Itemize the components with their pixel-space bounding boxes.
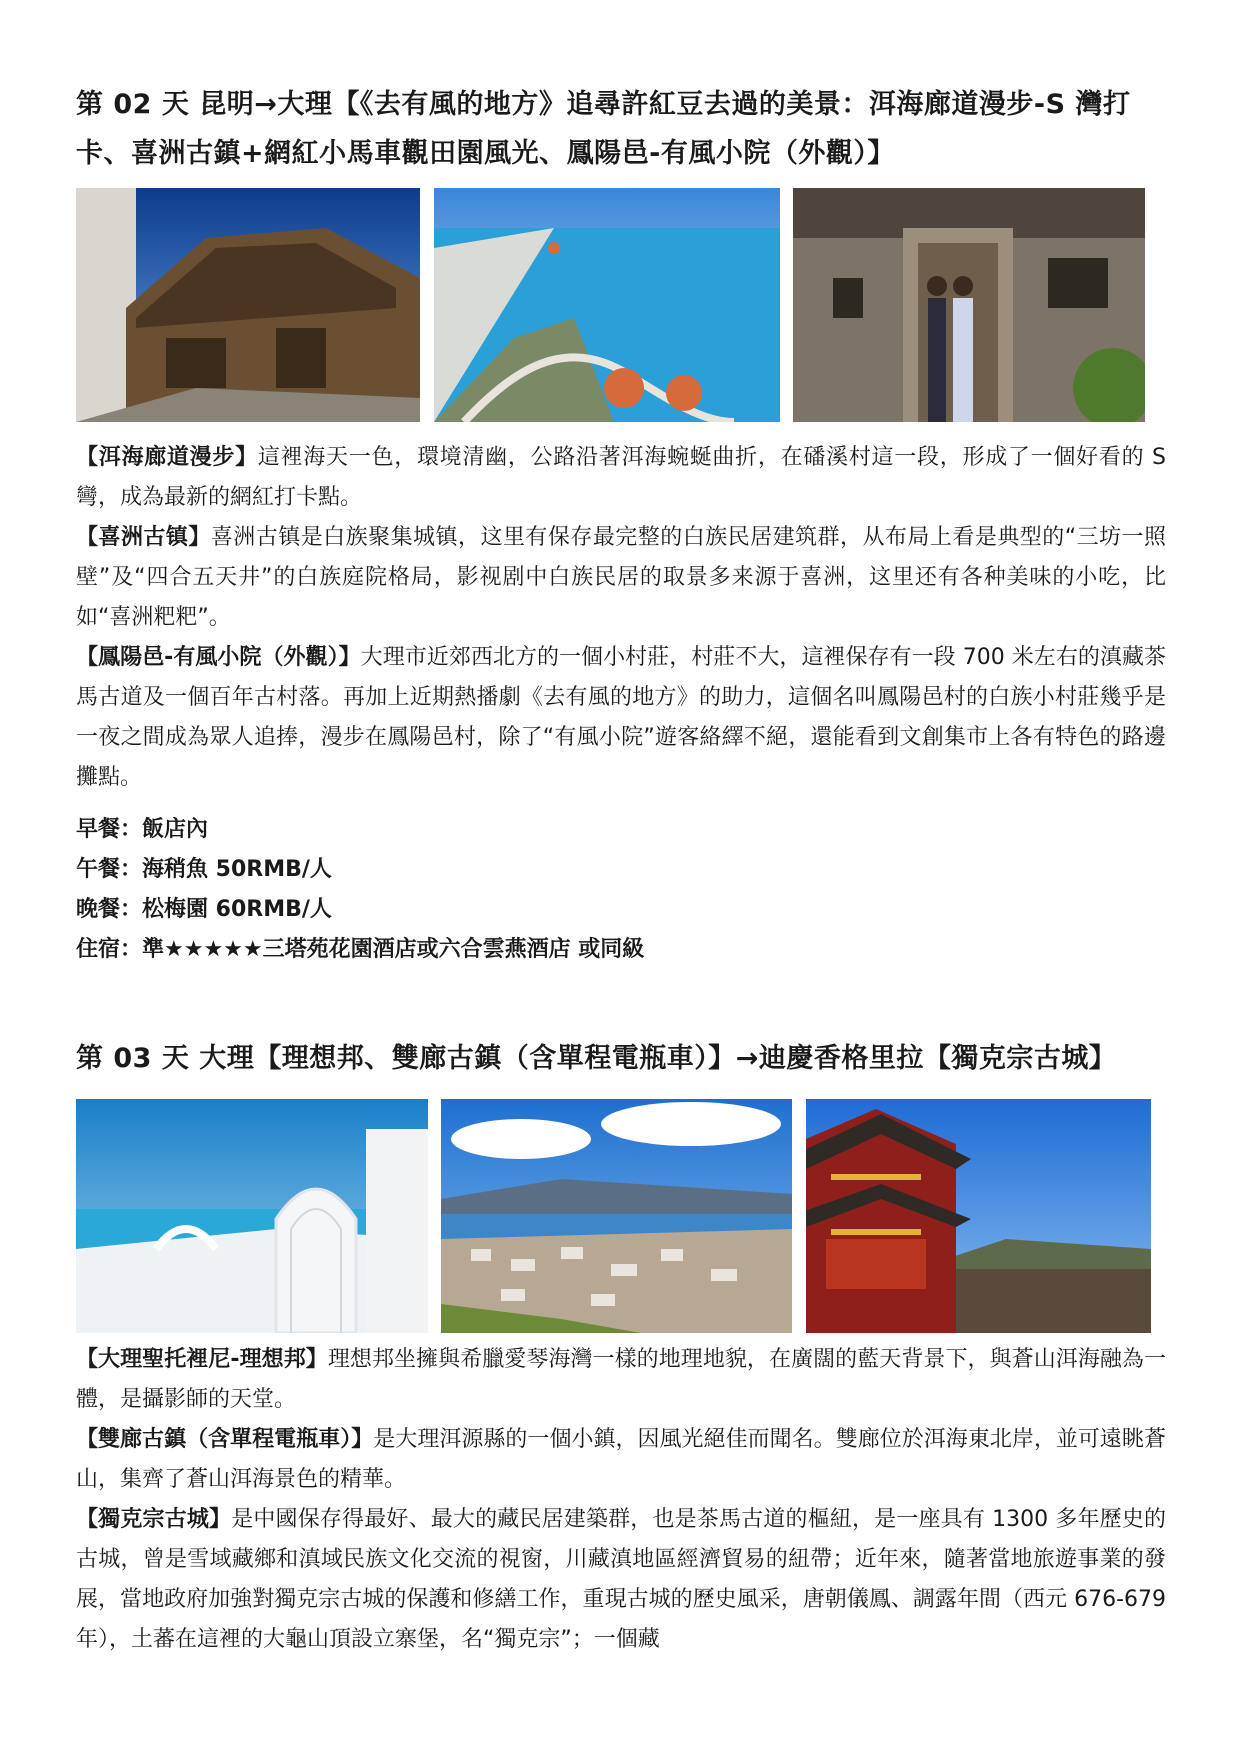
day-02-title: 第 02 天 昆明→大理【《去有風的地方》追尋許紅豆去過的美景：洱海廊道漫步-S 灣打卡、喜洲古鎮+網紅小馬車觀田園風光、鳳陽邑-有風小院（外觀）】 — [76, 89, 1131, 169]
section-liangbang — [76, 1340, 1166, 1420]
section-heading: 【雙廊古鎮（含單程電瓶車）】 — [76, 1427, 374, 1452]
section-text: 大理市近郊西北方的一個小村莊，村莊不大，這裡保存有一段 700 米左右的滇藏茶馬古道及一個百年古村落。再加上近期熱播劇《去有風的地方》的助力，這個名叫鳳陽邑村的白族小村莊幾乎是一夜之間成為眾人追捧，漫步在鳳陽邑村，除了“有風小院”遊客絡繹不絕，還能看到文創集市上各有特色的路邊攤點。 — [76, 645, 1166, 790]
section-text: 理想邦坐擁與希臘愛琴海灣一樣的地理地貌，在廣闊的藍天背景下，與蒼山洱海融為一體，是攝影師的天堂。 — [76, 1347, 1166, 1412]
photo-dukezong-temple — [806, 1099, 1151, 1333]
section-erhai-corridor — [76, 438, 1166, 518]
meal-breakfast: 早餐：飯店內 — [76, 817, 209, 842]
section-shuanglang — [76, 1420, 1166, 1500]
section-xizhou-town — [76, 518, 1166, 638]
section-fengyangyi — [76, 638, 1166, 798]
meal-dinner: 晚餐：松梅園 60RMB/人 — [76, 897, 332, 922]
photo-shuanglang-town — [441, 1099, 792, 1333]
photo-erhai-lake-aerial — [434, 188, 780, 422]
section-text: 是大理洱源縣的一個小鎮，因風光絕佳而聞名。雙廊位於洱海東北岸，並可遠眺蒼山，集齊了蒼山洱海景色的精華。 — [76, 1427, 1166, 1492]
section-heading: 【大理聖托裡尼-理想邦】 — [76, 1347, 328, 1372]
section-dukezong — [76, 1500, 1166, 1660]
section-heading: 【鳳陽邑-有風小院（外觀）】 — [76, 645, 361, 670]
photo-stone-courtyard-gate — [793, 188, 1145, 422]
section-text: 喜洲古镇是白族聚集城镇，这里有保存最完整的白族民居建筑群，从布局上看是典型的“三坊一照壁”及“四合五天井”的白族庭院格局，影视剧中白族民居的取景多来源于喜洲，这里还有各种美味的小吃，比如“喜洲粑粑”。 — [76, 525, 1166, 630]
day-03-title: 第 03 天 大理【理想邦、雙廊古鎮（含單程電瓶車）】→迪慶香格里拉【獨克宗古城】 — [76, 1043, 1117, 1074]
section-text: 這裡海天一色，環境清幽，公路沿著洱海蜿蜒曲折，在磻溪村這一段，形成了一個好看的 S 彎，成為最新的網紅打卡點。 — [76, 445, 1166, 510]
meal-lunch: 午餐：海稍魚 50RMB/人 — [76, 857, 332, 882]
section-heading: 【喜洲古镇】 — [76, 525, 211, 550]
section-heading: 【獨克宗古城】 — [76, 1507, 232, 1532]
photo-white-arch-gate — [76, 1099, 428, 1333]
photo-old-wooden-house — [76, 188, 420, 422]
section-text: 是中國保存得最好、最大的藏民居建築群，也是茶馬古道的樞紐，是一座具有 1300 多年歷史的古城，曾是雪域藏鄉和滇域民族文化交流的視窗，川藏滇地區經濟貿易的紐帶；近年來，隨著當地旅遊事業的發展，當地政府加強對獨克宗古城的保護和修繕工作，重現古城的歷史風采，唐朝儀鳳、調露年間（西元 676-679 年），土蕃在這裡的大龜山頂設立寨堡，名“獨克宗”；一個藏 — [76, 1507, 1166, 1652]
hotel-info: 住宿：準★★★★★三塔苑花園酒店或六合雲燕酒店 或同級 — [76, 937, 645, 962]
section-heading: 【洱海廊道漫步】 — [76, 445, 258, 470]
